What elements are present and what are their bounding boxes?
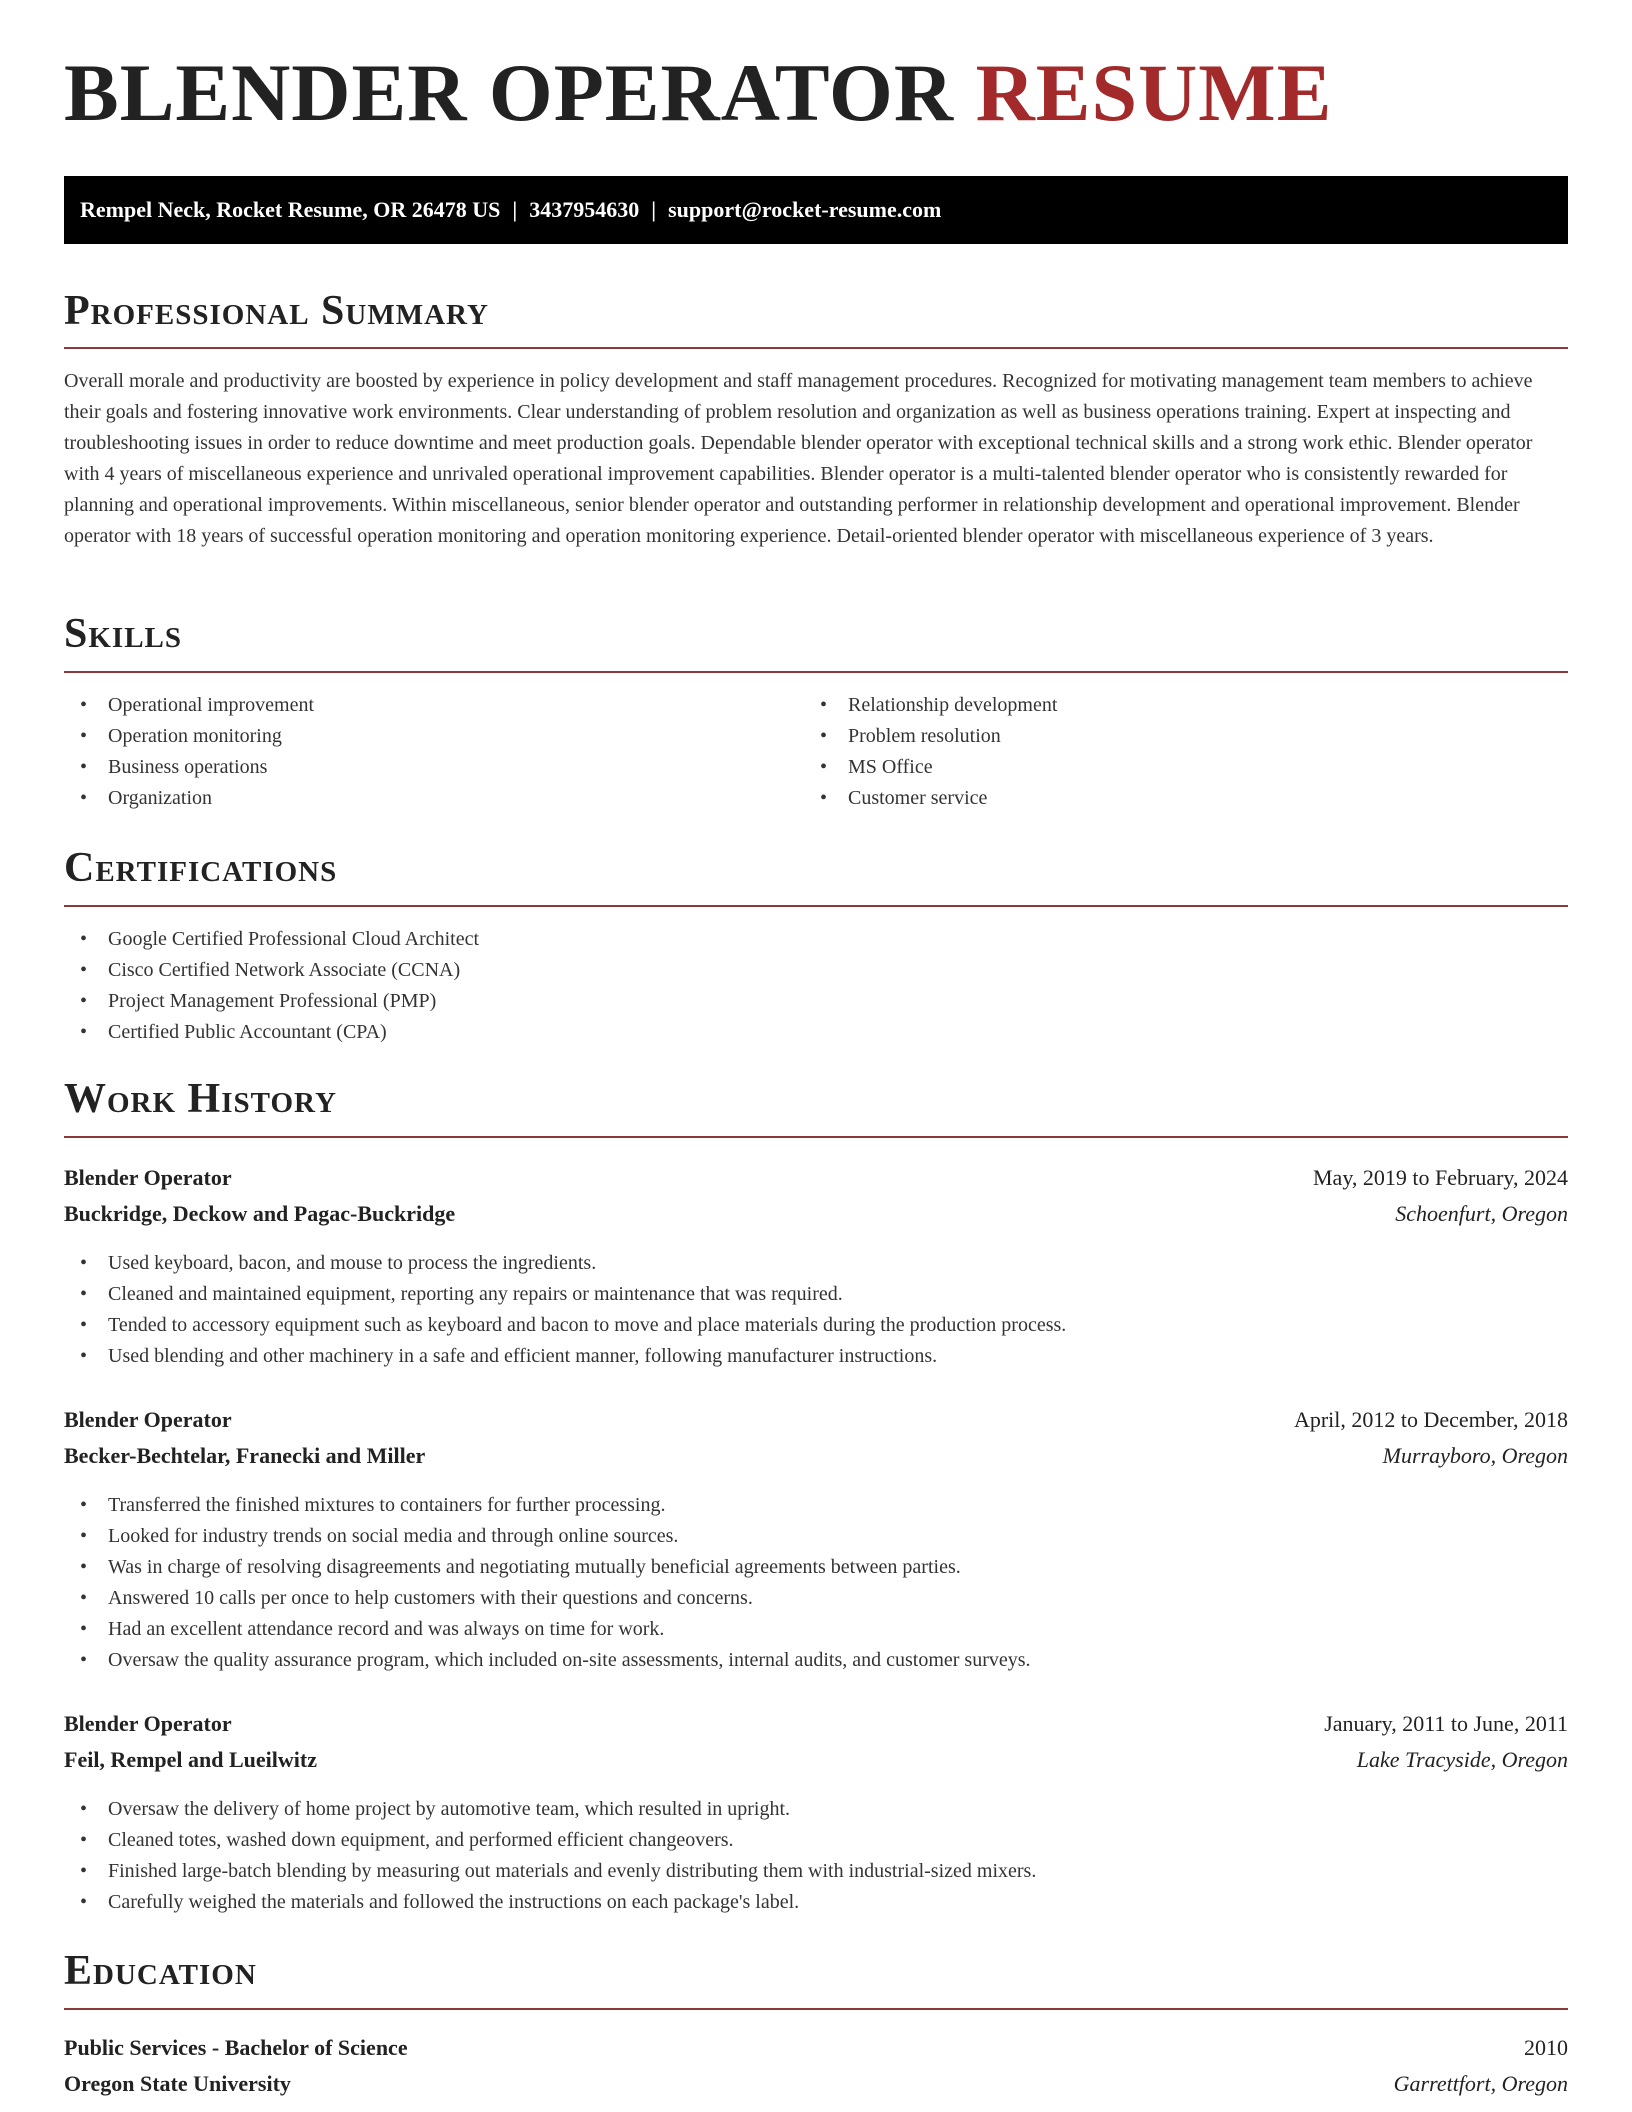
education-year: 2010: [1524, 2035, 1568, 2060]
job-duty-item: • Oversaw the quality assurance program, which included on-site assessments, internal audits, and customer surveys.: [64, 1645, 1031, 1676]
education-school-row: [64, 2066, 1568, 2102]
job-title-row: [64, 1160, 1568, 1196]
job-duty-item: • Carefully weighed the materials and followed the instructions on each package's label.: [64, 1887, 1036, 1918]
job-duty-item: • Cleaned and maintained equipment, reporting any repairs or maintenance that was required.: [64, 1279, 1066, 1310]
certification-item: • Project Management Professional (PMP): [64, 986, 479, 1017]
title-accent: RESUME: [975, 47, 1333, 138]
education-degree: Public Services - Bachelor of Science: [64, 2035, 408, 2060]
work-history-heading: Work History: [64, 1076, 337, 1122]
resume-title: [64, 47, 1333, 138]
job-duties-list: [64, 1490, 1031, 1676]
summary-text: Overall morale and productivity are boosted by experience in policy development and staff management procedures. Recognized for motivating management team members to achieve their goals and fostering innovative work environments. Clear understanding of problem resolution and organization as well as business operations training. Expert at inspecting and troubleshooting issues in order to reduce downtime and meet production goals. Dependable blender operator with exceptional technical skills and a strong work ethic. Blender operator with 4 years of miscellaneous experience and unrivaled operational improvement capabilities. Blender operator is a multi-talented blender operator who is consistently rewarded for planning and operational improvements. Within miscellaneous, senior blender operator and outstanding performer in relationship development and operational improvement. Blender operator with 18 years of successful operation monitoring and operation monitoring experience. Detail-oriented blender operator with miscellaneous experience of 3 years.: [64, 370, 1533, 547]
education-degree-row: [64, 2030, 1568, 2066]
certification-item: • Certified Public Accountant (CPA): [64, 1017, 479, 1048]
skills-list-right: [804, 690, 1057, 814]
skill-item: • Problem resolution: [804, 721, 1057, 752]
job-duty-item: • Looked for industry trends on social media and through online sources.: [64, 1521, 1031, 1552]
skill-item: • Operation monitoring: [64, 721, 314, 752]
contact-phone[interactable]: 3437954630: [529, 197, 640, 222]
certification-item: • Google Certified Professional Cloud Architect: [64, 924, 479, 955]
job-duties-list: [64, 1794, 1036, 1918]
job-location: Murrayboro, Oregon: [1382, 1443, 1568, 1468]
job-company-row: [64, 1742, 1568, 1778]
job-dates: April, 2012 to December, 2018: [1293, 1407, 1568, 1432]
contact-address: Rempel Neck, Rocket Resume, OR 26478 US: [80, 197, 501, 222]
work-history-divider: [64, 1136, 1568, 1138]
contact-separator: |: [651, 197, 657, 222]
skill-item: • Operational improvement: [64, 690, 314, 721]
job-company-row: [64, 1438, 1568, 1474]
job-duty-item: • Used keyboard, bacon, and mouse to process the ingredients.: [64, 1248, 1066, 1279]
skills-divider: [64, 671, 1568, 673]
certifications-heading: Certifications: [64, 845, 338, 891]
job-duty-item: • Was in charge of resolving disagreements and negotiating mutually beneficial agreements between parties.: [64, 1552, 1031, 1583]
job-duty-item: • Had an excellent attendance record and was always on time for work.: [64, 1614, 1031, 1645]
job-duties-list: [64, 1248, 1066, 1372]
contact-separator: |: [512, 197, 518, 222]
job-title-row: [64, 1706, 1568, 1742]
skill-item: • Business operations: [64, 752, 314, 783]
job-duty-item: • Transferred the finished mixtures to containers for further processing.: [64, 1490, 1031, 1521]
contact-email[interactable]: support@rocket-resume.com: [668, 197, 942, 222]
certifications-list: [64, 924, 479, 1048]
job-duty-item: • Oversaw the delivery of home project by automotive team, which resulted in upright.: [64, 1794, 1036, 1825]
summary-divider: [64, 347, 1568, 349]
job-company: Buckridge, Deckow and Pagac-Buckridge: [64, 1201, 456, 1226]
job-title-row: [64, 1402, 1568, 1438]
skill-item: • Relationship development: [804, 690, 1057, 721]
title-main: BLENDER OPERATOR: [64, 47, 955, 138]
job-duty-item: • Used blending and other machinery in a safe and efficient manner, following manufacturer instructions.: [64, 1341, 1066, 1372]
skill-item: • MS Office: [804, 752, 1057, 783]
summary-heading: Professional Summary: [64, 288, 489, 334]
job-company-row: [64, 1196, 1568, 1232]
skills-heading: Skills: [64, 611, 183, 657]
skill-item: • Customer service: [804, 783, 1057, 814]
education-heading: Education: [64, 1948, 257, 1994]
education-location: Garrettfort, Oregon: [1393, 2071, 1568, 2096]
education-school: Oregon State University: [64, 2071, 291, 2096]
education-divider: [64, 2008, 1568, 2010]
job-dates: May, 2019 to February, 2024: [1313, 1165, 1568, 1190]
job-location: Schoenfurt, Oregon: [1395, 1201, 1568, 1226]
job-duty-item: • Answered 10 calls per once to help customers with their questions and concerns.: [64, 1583, 1031, 1614]
job-role: Blender Operator: [64, 1165, 232, 1190]
job-location: Lake Tracyside, Oregon: [1356, 1747, 1568, 1772]
job-dates: January, 2011 to June, 2011: [1324, 1711, 1568, 1736]
job-company: Becker-Bechtelar, Franecki and Miller: [64, 1443, 426, 1468]
job-duty-item: • Tended to accessory equipment such as keyboard and bacon to move and place materials during the production process.: [64, 1310, 1066, 1341]
job-company: Feil, Rempel and Lueilwitz: [64, 1747, 317, 1772]
certifications-divider: [64, 905, 1568, 907]
contact-bar: [64, 176, 1568, 244]
skills-list-left: [64, 690, 314, 814]
job-role: Blender Operator: [64, 1711, 232, 1736]
skill-item: • Organization: [64, 783, 314, 814]
job-duty-item: • Finished large-batch blending by measuring out materials and evenly distributing them with industrial-sized mixers.: [64, 1856, 1036, 1887]
certification-item: • Cisco Certified Network Associate (CCNA): [64, 955, 479, 986]
job-role: Blender Operator: [64, 1407, 232, 1432]
job-duty-item: • Cleaned totes, washed down equipment, and performed efficient changeovers.: [64, 1825, 1036, 1856]
